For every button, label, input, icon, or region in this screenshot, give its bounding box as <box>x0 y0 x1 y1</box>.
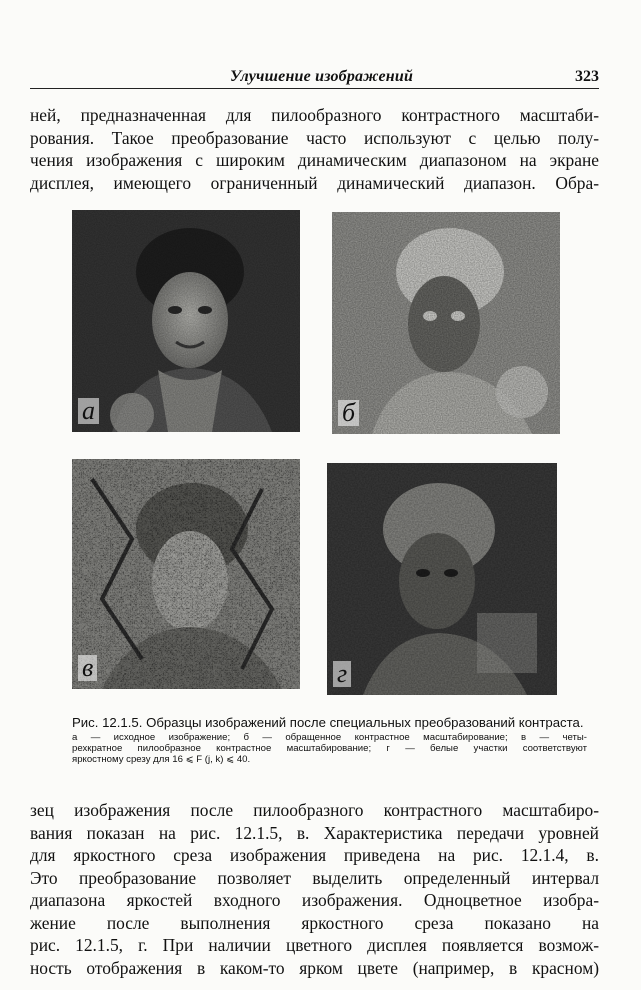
panel-label: б <box>338 400 359 426</box>
portrait-original-image <box>72 210 300 432</box>
text-line: рования. Такое преобразование часто используют с целью полу- <box>30 127 599 148</box>
caption-body <box>72 732 587 766</box>
text-line: для яркостного среза изображения приведена на рис. 12.1.4, в. <box>30 845 599 865</box>
paragraph-bottom <box>30 799 599 979</box>
text-line: дисплея, имеющего ограниченный динамический диапазон. Обра- <box>30 172 599 193</box>
caption-line: рехкратное пилообразное контрастное масштабирование; г — белые участки соответствуют <box>72 743 587 755</box>
text-line: рис. 12.1.5, г. При наличии цветного дисплея появляется возмож- <box>30 935 599 955</box>
text-line: жение после выполнения яркостного среза показано на <box>30 912 599 933</box>
caption-line: яркостному срезу для 16 ⩽ F (j, k) ⩽ 40. <box>72 754 251 766</box>
photo-panel-b <box>332 212 560 434</box>
photo-panel-d <box>327 463 557 695</box>
caption-line: а — исходное изображение; б — обращенное контрастное масштабирование; в — четы- <box>72 732 587 743</box>
paragraph-top <box>30 104 599 194</box>
photo-panel-c <box>72 459 300 689</box>
text-line: зец изображения после пилообразного контрастного масштабиро- <box>30 800 599 820</box>
text-line: ность отображения в каком-то ярком цвете (например, в красном) <box>30 957 599 978</box>
text-line: Это преобразование позволяет выделить определенный интервал <box>30 867 599 888</box>
running-title: Улучшение изображений <box>230 68 414 85</box>
running-header <box>30 66 599 89</box>
text-line: ней, предназначенная для пилообразного контрастного масштаби- <box>30 105 599 125</box>
caption-title: Рис. 12.1.5. Образцы изображений после специальных преобразований контраста. <box>72 715 584 730</box>
portrait-slice-image <box>327 463 557 695</box>
text-line: диапазона яркостей входного изображения. Одноцветное изобра- <box>30 890 599 910</box>
panel-label: a <box>78 398 99 424</box>
photo-panel-a <box>72 210 300 432</box>
panel-label: г <box>333 661 351 687</box>
text-line: вания показан на рис. 12.1.5, в. Характеристика передачи уровней <box>30 822 599 843</box>
portrait-sawtooth-image <box>72 459 300 689</box>
portrait-inverted-image <box>332 212 560 434</box>
text-line: чения изображения с широким динамическим диапазоном на экране <box>30 150 599 170</box>
page-number: 323 <box>575 68 599 85</box>
panel-label: в <box>78 655 97 681</box>
figure-caption <box>72 714 587 766</box>
